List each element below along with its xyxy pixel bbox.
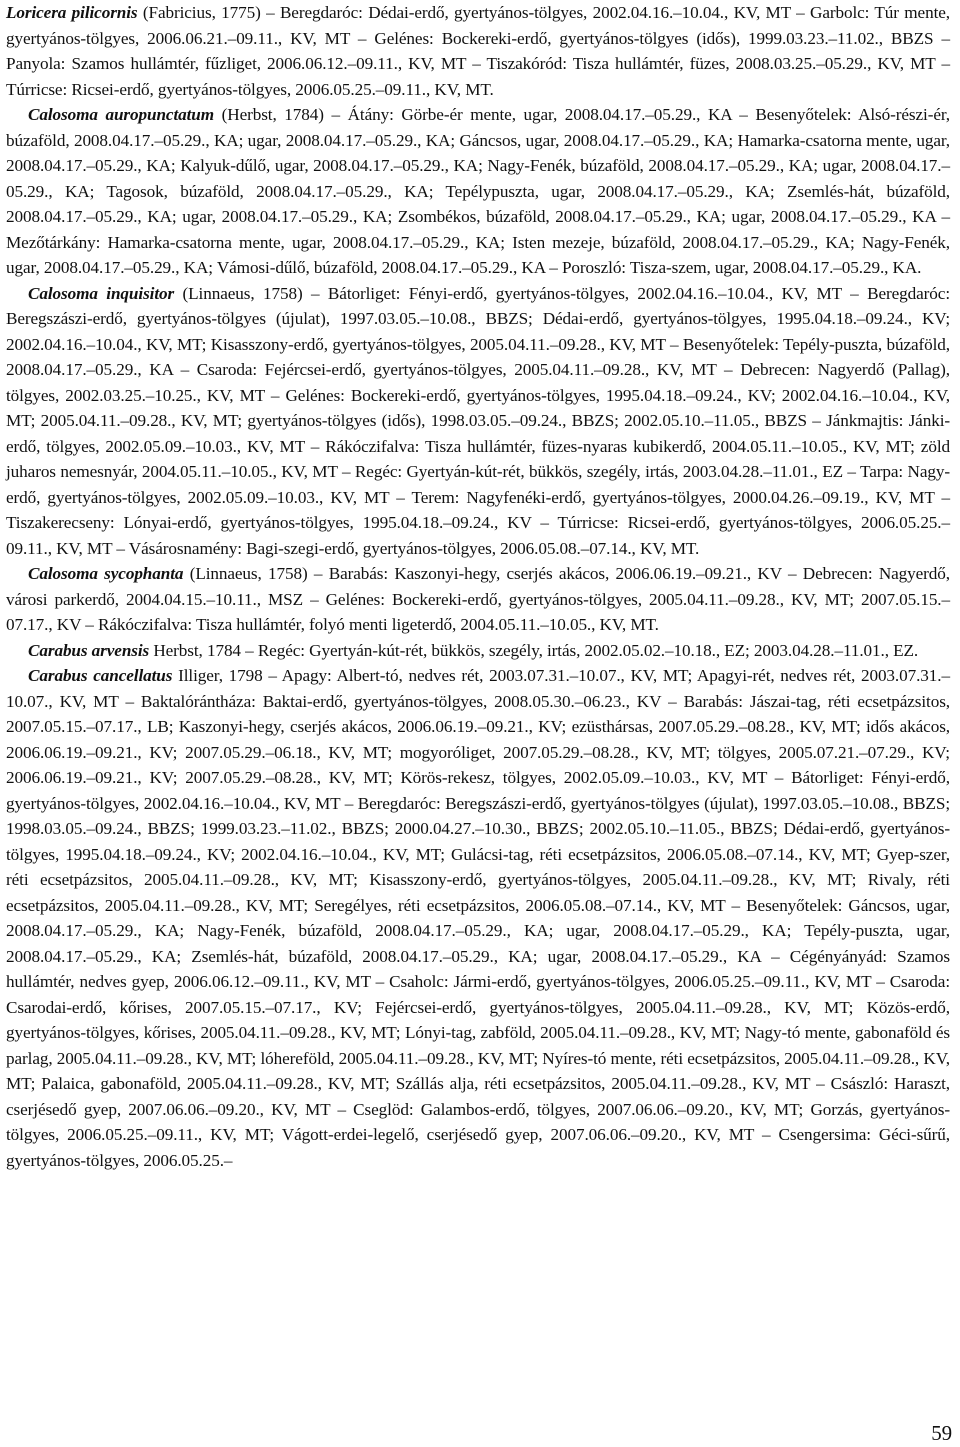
species-records: (Fabricius, 1775) – Beregdaróc: Dédai-erdő, gyertyános-tölgyes, 2002.04.16.–10.04., KV, MT – Garbolc: Túr mente, gyertyános-tölgyes, 2006.06.21.–09.11., KV, MT – Gelénes: Bockereki-erdő, gyertyános-tölgyes (idős), 1999.03.23.–11.02., BBZS – Panyola: Szamos hullámtér, fűzliget, 2006.06.12.–09.11., KV, MT – Tiszakóród: Tisza hullámtér, füzes, 2008.03.25.–05.29., KV, MT – Túrricse: Ricsei-erdő, gyertyános-tölgyes, 2006.05.25.–09.11., KV, MT. xyxy=(6,3,950,99)
species-name: Calosoma sycophanta xyxy=(28,564,184,583)
species-name: Loricera pilicornis xyxy=(6,3,138,22)
species-entry-carabus-arvensis xyxy=(6,638,950,664)
species-records: (Linnaeus, 1758) – Barabás: Kaszonyi-hegy, cserjés akácos, 2006.06.19.–09.21., KV – Debrecen: Nagyerdő, városi parkerdő, 2004.04.15.–10.11., MSZ – Gelénes: Bockereki-erdő, gyertyános-tölgyes, 2005.04.11.–09.28., KV, MT; 2007.05.15.–07.17., KV – Rákóczifalva: Tisza hullámtér, folyó menti ligeterdő, 2004.05.11.–10.05., KV, MT. xyxy=(6,564,950,634)
species-entry-calosoma-sycophanta xyxy=(6,561,950,638)
species-records: (Linnaeus, 1758) – Bátorliget: Fényi-erdő, gyertyános-tölgyes, 2002.04.16.–10.04., KV, MT – Beregdaróc: Beregszászi-erdő, gyertyános-tölgyes (újulat), 1997.03.05.–10.08., BBZS; Dédai-erdő, gyertyános-tölgyes, 1995.04.18.–09.24., KV; 2002.04.16.–10.04., KV, MT; Kisasszony-erdő, gyertyános-tölgyes, 2005.04.11.–09.28., KV, MT – Besenyőtelek: Tepély-puszta, búzaföld, 2008.04.17.–05.29., KA – Csaroda: Fejércsei-erdő, gyertyános-tölgyes, 2005.04.11.–09.28., KV, MT – Debrecen: Nagyerdő (Pallag), tölgyes, 2002.03.25.–10.25., KV, MT – Gelénes: Bockereki-erdő, gyertyános-tölgyes, 1995.04.18.–09.24., KV; 2002.04.16.–10.04., KV, MT; 2005.04.11.–09.28., KV, MT; gyertyános-tölgyes (idős), 1998.03.05.–09.24., BBZS; 2002.05.10.–11.05., BBZS – Jánkmajtis: Jánki-erdő, tölgyes, 2002.05.09.–10.03., KV, MT – Rákóczifalva: Tisza hullámtér, füzes-nyaras kubikerdő, 2004.05.11.–10.05., KV, MT; zöld juharos nemesnyár, 2004.05.11.–10.05., KV, MT – Regéc: Gyertyán-kút-rét, bükkös, szegély, irtás, 2003.04.28.–11.01., EZ – Tarpa: Nagy-erdő, gyertyános-tölgyes, 2002.05.09.–10.03., KV, MT – Terem: Nagyfenéki-erdő, gyertyános-tölgyes, 2000.04.26.–09.19., KV, MT – Tiszakerecseny: Lónyai-erdő, gyertyános-tölgyes, 1995.04.18.–09.24., KV – Túrricse: Ricsei-erdő, gyertyános-tölgyes, 2006.05.25.–09.11., KV, MT – Vásárosnamény: Bagi-szegi-erdő, gyertyános-tölgyes, 2006.05.08.–07.14., KV, MT. xyxy=(6,283,950,558)
species-records: Herbst, 1784 – Regéc: Gyertyán-kút-rét, bükkös, szegély, irtás, 2002.05.02.–10.18., EZ; 2003.04.28.–11.01., EZ. xyxy=(149,640,919,660)
species-entry-loricera-pilicornis xyxy=(6,0,950,102)
species-name: Carabus arvensis xyxy=(28,640,150,660)
species-records: (Herbst, 1784) – Átány: Görbe-ér mente, ugar, 2008.04.17.–05.29., KA – Besenyőtelek: Alsó-részi-ér, búzaföld, 2008.04.17.–05.29., KA; ugar, 2008.04.17.–05.29., KA; Gáncsos, ugar, 2008.04.17.–05.29., KA; Hamarka-csatorna mente, ugar, 2008.04.17.–05.29., KA; Kalyuk-dűlő, ugar, 2008.04.17.–05.29., KA; Nagy-Fenék, búzaföld, 2008.04.17.–05.29., KA; ugar, 2008.04.17.–05.29., KA; Tagosok, búzaföld, 2008.04.17.–05.29., KA; Tepélypuszta, ugar, 2008.04.17.–05.29., KA; Zsemlés-hát, búzaföld, 2008.04.17.–05.29., KA; ugar, 2008.04.17.–05.29., KA; Zsombékos, búzaföld, 2008.04.17.–05.29., KA; ugar, 2008.04.17.–05.29., KA – Mezőtárkány: Hamarka-csatorna mente, ugar, 2008.04.17.–05.29., KA; Isten mezeje, búzaföld, 2008.04.17.–05.29., KA; Nagy-Fenék, ugar, 2008.04.17.–05.29., KA; Vámosi-dűlő, búzaföld, 2008.04.17.–05.29., KA – Poroszló: Tisza-szem, ugar, 2008.04.17.–05.29., KA. xyxy=(6,105,950,277)
species-records: Illiger, 1798 – Apagy: Albert-tó, nedves rét, 2003.07.31.–10.07., KV, MT; Apagyi-rét, nedves rét, 2003.07.31.–10.07., KV, MT – Baktalórántháza: Baktai-erdő, gyertyános-tölgyes, 2008.05.30.–06.23., KV – Barabás: Jászai-tag, réti ecsetpázsitos, 2007.05.15.–07.17., LB; Kaszonyi-hegy, cserjés akácos, 2006.06.19.–09.21., KV; ezüsthársas, 2007.05.29.–08.28., KV, MT; idős akácos, 2006.06.19.–09.21., KV; 2007.05.29.–06.18., KV, MT; mogyoróliget, 2007.05.29.–08.28., KV, MT; tölgyes, 2005.07.21.–07.29., KV; 2006.06.19.–09.21., KV; 2007.05.29.–08.28., KV, MT; Körös-rekesz, tölgyes, 2002.05.09.–10.03., KV, MT – Bátorliget: Fényi-erdő, gyertyános-tölgyes, 2002.04.16.–10.04., KV, MT – Beregdaróc: Beregszászi-erdő, gyertyános-tölgyes (újulat), 1997.03.05.–10.08., BBZS; 1998.03.05.–09.24., BBZS; 1999.03.23.–11.02., BBZS; 2000.04.27.–10.30., BBZS; 2002.05.10.–11.05., BBZS; Dédai-erdő, gyertyános-tölgyes, 1995.04.18.–09.24., KV; 2002.04.16.–10.04., KV, MT; Gulácsi-tag, réti ecsetpázsitos, 2006.05.08.–07.14., KV, MT; Gyep-szer, réti ecsetpázsitos, 2005.04.11.–09.28., KV, MT; Kisasszony-erdő, gyertyános-tölgyes, 2005.04.11.–09.28., KV, MT; Rivaly, réti ecsetpázsitos, 2005.04.11.–09.28., KV, MT; Seregélyes, réti ecsetpázsitos, 2006.05.08.–07.14., KV, MT – Besenyőtelek: Gáncsos, ugar, 2008.04.17.–05.29., KA; Nagy-Fenék, búzaföld, 2008.04.17.–05.29., KA; ugar, 2008.04.17.–05.29., KA; Tepély-puszta, ugar, 2008.04.17.–05.29., KA; Zsemlés-hát, búzaföld, 2008.04.17.–05.29., KA; ugar, 2008.04.17.–05.29., KA – Cégényányád: Szamos hullámtér, nedves gyep, 2006.06.12.–09.11., KV, MT – Csaholc: Jármi-erdő, gyertyános-tölgyes, 2006.05.25.–09.11., KV, MT – Csaroda: Csarodai-erdő, kőrises, 2007.05.15.–07.17., KV; Fejércsei-erdő, gyertyános-tölgyes, 2005.04.11.–09.28., KV, MT; Közös-erdő, gyertyános-tölgyes, kőrises, 2005.04.11.–09.28., KV, MT; Lónyi-tag, zabföld, 2005.04.11.–09.28., KV, MT; Nagy-tó mente, gabonaföld és parlag, 2005.04.11.–09.28., KV, MT; lóhereföld, 2005.04.11.–09.28., KV, MT; Nyíres-tó mente, réti ecsetpázsitos, 2005.04.11.–09.28., KV, MT; Palaica, gabonaföld, 2005.04.11.–09.28., KV, MT; Szállás alja, réti ecsetpázsitos, 2005.04.11.–09.28., KV, MT – Császló: Haraszt, cserjésedő gyep, 2007.06.06.–09.20., KV, MT – Cseglöd: Galambos-erdő, tölgyes, 2007.06.06.–09.20., KV, MT; Gorzás, gyertyános-tölgyes, 2006.05.25.–09.11., KV, MT; Vágott-erdei-legelő, cserjésedő gyep, 2007.06.06.–09.20., KV, MT – Csengersima: Géci-sűrű, gyertyános-tölgyes, 2006.05.25.– xyxy=(6,666,950,1170)
page-number: 59 xyxy=(931,1421,952,1445)
species-entry-calosoma-inquisitor xyxy=(6,281,950,562)
species-entry-carabus-cancellatus xyxy=(6,663,950,1173)
species-name: Calosoma auropunctatum xyxy=(28,105,215,124)
species-entry-calosoma-auropunctatum xyxy=(6,102,950,281)
species-name: Carabus cancellatus xyxy=(28,666,173,685)
species-name: Calosoma inquisitor xyxy=(28,283,175,303)
